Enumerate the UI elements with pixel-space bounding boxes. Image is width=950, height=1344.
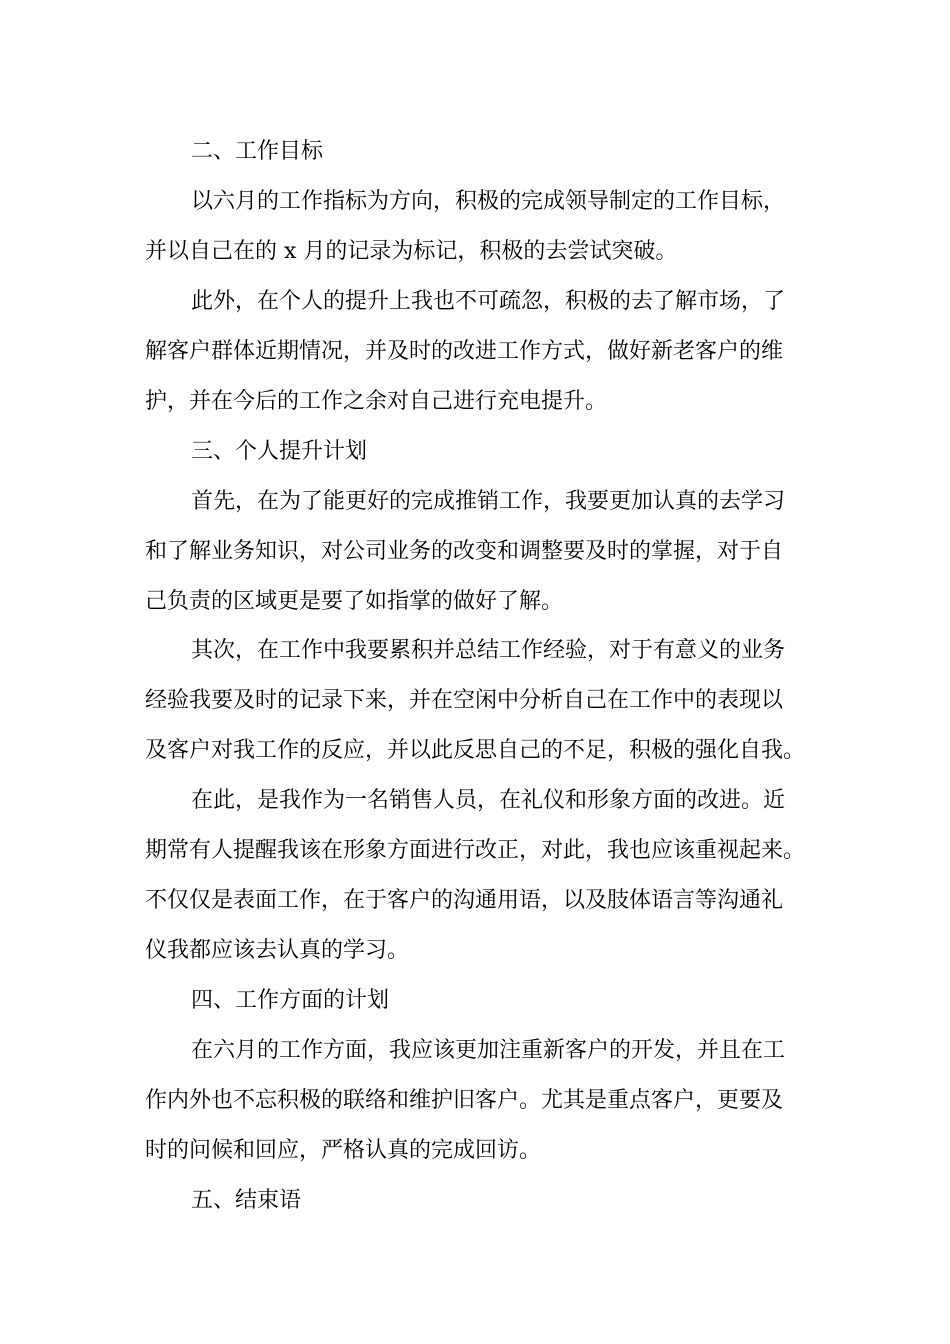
paragraph-line: 此外，在个人的提升上我也不可疏忽，积极的去了解市场，了 xyxy=(191,289,786,314)
paragraph-line: 仪我都应该去认真的学习。 xyxy=(145,938,410,963)
paragraph-line: 经验我要及时的记录下来，并在空闲中分析自己在工作中的表现以 xyxy=(145,688,784,713)
section-heading: 二、工作目标 xyxy=(191,139,324,164)
paragraph-line: 并以自己在的 x 月的记录为标记，积极的去尝试突破。 xyxy=(145,239,678,264)
section-heading: 三、个人提升计划 xyxy=(191,439,368,464)
section-heading: 四、工作方面的计划 xyxy=(191,988,390,1013)
section-heading: 五、结束语 xyxy=(191,1188,302,1213)
paragraph-line: 时的问候和回应，严格认真的完成回访。 xyxy=(145,1138,542,1163)
paragraph-line: 期常有人提醒我该在形象方面进行改正，对此，我也应该重视起来。 xyxy=(145,838,806,863)
paragraph-line: 不仅仅是表面工作，在于客户的沟通用语，以及肢体语言等沟通礼 xyxy=(145,888,784,913)
paragraph-line: 解客户群体近期情况，并及时的改进工作方式，做好新老客户的维 xyxy=(145,339,784,364)
paragraph-line: 和了解业务知识，对公司业务的改变和调整要及时的掌握，对于自 xyxy=(145,539,784,564)
paragraph-line: 以六月的工作指标为方向，积极的完成领导制定的工作目标， xyxy=(191,189,786,214)
paragraph-line: 在六月的工作方面，我应该更加注重新客户的开发，并且在工 xyxy=(191,1038,786,1063)
paragraph-line: 在此，是我作为一名销售人员，在礼仪和形象方面的改进。近 xyxy=(191,788,786,813)
paragraph-line: 护，并在今后的工作之余对自己进行充电提升。 xyxy=(145,389,608,414)
paragraph-line: 及客户对我工作的反应，并以此反思自己的不足，积极的强化自我。 xyxy=(145,738,806,763)
paragraph-line: 其次，在工作中我要累积并总结工作经验，对于有意义的业务 xyxy=(191,638,786,663)
paragraph-line: 己负责的区域更是要了如指掌的做好了解。 xyxy=(145,589,564,614)
paragraph-line: 作内外也不忘积极的联络和维护旧客户。尤其是重点客户，更要及 xyxy=(145,1088,784,1113)
paragraph-line: 首先，在为了能更好的完成推销工作，我要更加认真的去学习 xyxy=(191,489,786,514)
